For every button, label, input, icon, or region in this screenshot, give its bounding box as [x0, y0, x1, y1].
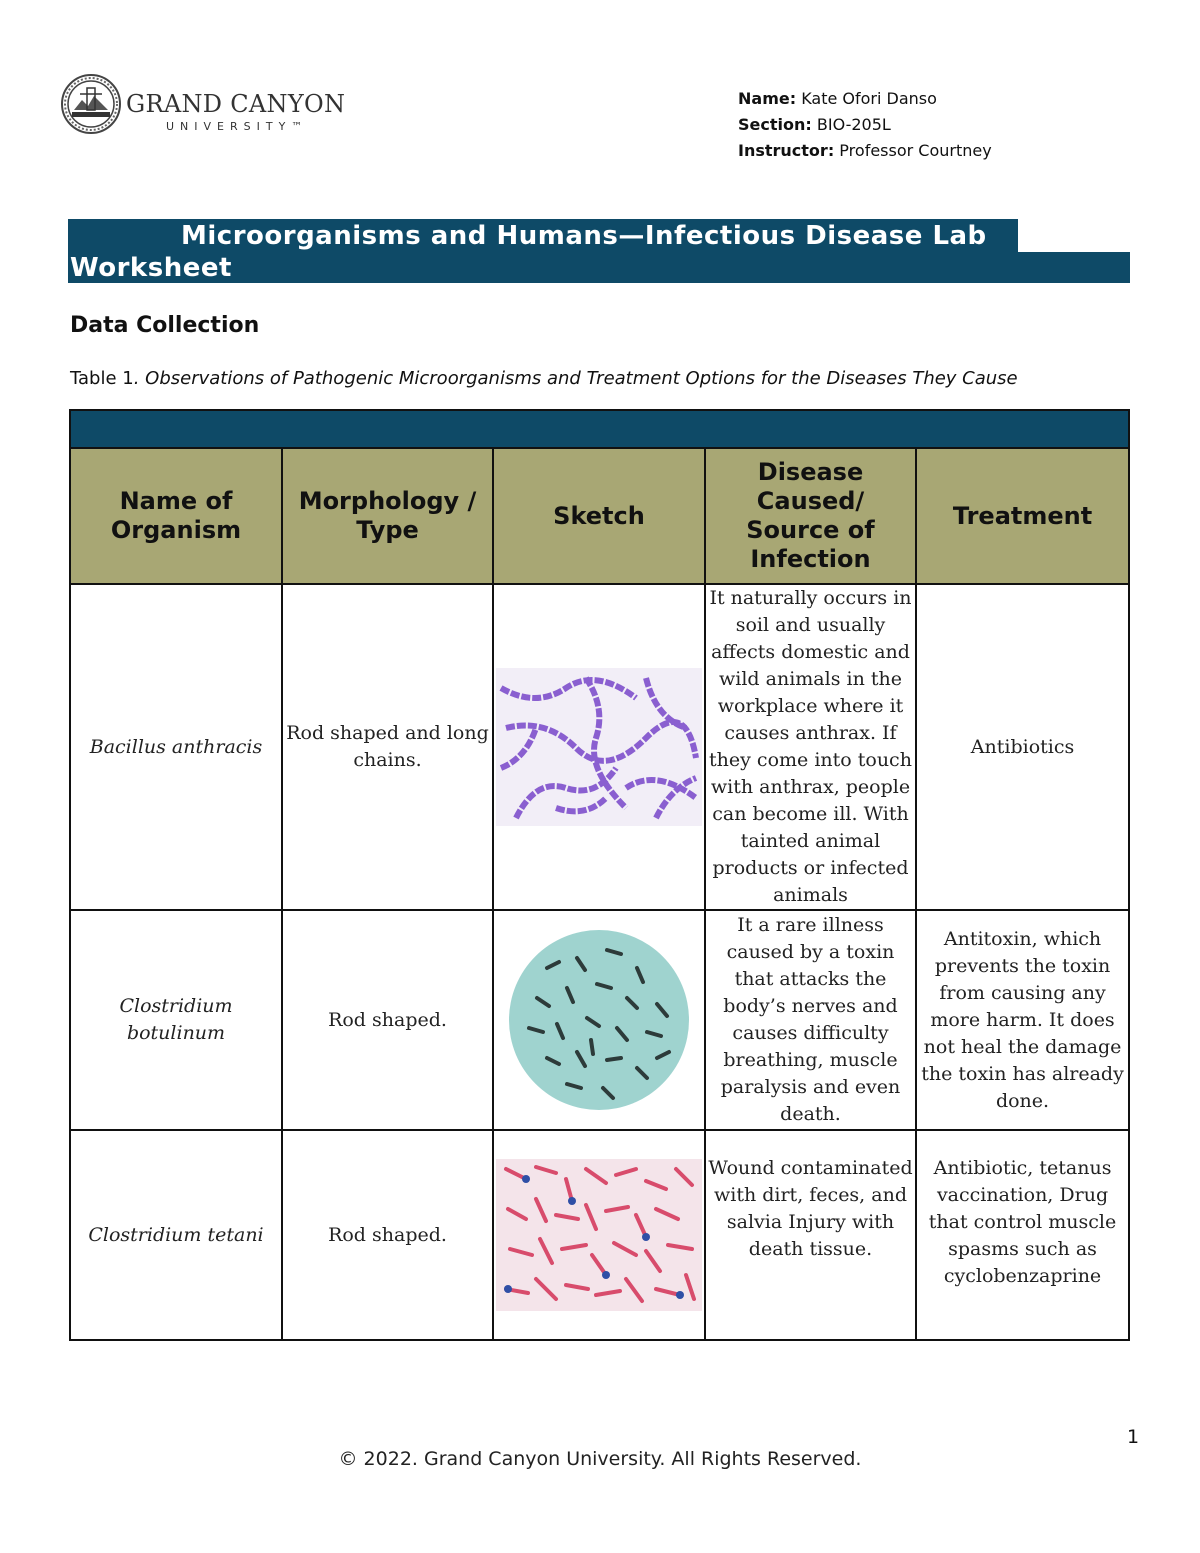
banner-title-line1: Microorganisms and Humans—Infectious Disease Lab: [181, 221, 987, 251]
logo-name: GRAND CANYON: [126, 90, 346, 118]
morphology-cell: Rod shaped.: [282, 910, 493, 1130]
treatment-cell: Antitoxin, which prevents the toxin from causing any more harm. It does not heal the damage the toxin has already done.: [916, 910, 1129, 1130]
tetani-micrograph: [496, 1159, 702, 1311]
copyright-footer: © 2022. Grand Canyon University. All Rights Reserved.: [338, 1448, 862, 1470]
header-organism: Name of Organism: [70, 448, 282, 584]
name-value: Kate Ofori Danso: [796, 89, 937, 108]
sketch-cell: [493, 1130, 705, 1340]
header-sketch: Sketch: [493, 448, 705, 584]
student-info: [738, 86, 992, 164]
organism-name: Clostridium botulinum: [70, 910, 282, 1130]
logo-subtitle: UNIVERSITY™: [166, 120, 309, 133]
caption-label: Table 1: [70, 368, 134, 389]
table-row: [70, 1130, 1129, 1340]
page-number: 1: [1127, 1426, 1140, 1448]
table-row: [70, 584, 1129, 910]
student-name-line: [738, 86, 992, 112]
morphology-cell: Rod shaped.: [282, 1130, 493, 1340]
name-label: Name:: [738, 89, 797, 108]
treatment-cell: Antibiotic, tetanus vaccination, Drug that control muscle spasms such as cyclobenzaprine: [916, 1130, 1129, 1340]
section-line: [738, 112, 992, 138]
table-header-row: [70, 448, 1129, 584]
university-seal-icon: [60, 72, 122, 136]
morphology-cell: Rod shaped and long chains.: [282, 584, 493, 910]
anthracis-micrograph: [496, 668, 702, 826]
header-treatment: Treatment: [916, 448, 1129, 584]
organism-name: Bacillus anthracis: [70, 584, 282, 910]
disease-cell: It naturally occurs in soil and usually affects domestic and wild animals in the workplace where it causes anthrax. If they come into touch with anthrax, people can become ill. With tainted animal products or infected animals: [705, 584, 916, 910]
instructor-value: Professor Courtney: [834, 141, 992, 160]
table-row: [70, 910, 1129, 1130]
table-top-bar-cell: [70, 410, 1129, 448]
university-logo: [60, 72, 350, 136]
organism-name: Clostridium tetani: [70, 1130, 282, 1340]
section-label: Section:: [738, 115, 812, 134]
section-title: Data Collection: [70, 313, 260, 338]
sketch-cell: [493, 584, 705, 910]
treatment-cell: Antibiotics: [916, 584, 1129, 910]
observations-table: [69, 409, 1130, 1341]
sketch-cell: [493, 910, 705, 1130]
disease-cell: Wound contaminated with dirt, feces, and salvia Injury with death tissue.: [705, 1130, 916, 1340]
section-value: BIO-205L: [811, 115, 891, 134]
banner-title-line2: Worksheet: [70, 253, 232, 283]
title-banner: [68, 219, 1130, 283]
table-top-bar: [70, 410, 1129, 448]
header-morphology: Morphology / Type: [282, 448, 493, 584]
instructor-line: [738, 138, 992, 164]
disease-cell: It a rare illness caused by a toxin that attacks the body’s nerves and causes difficulty breathing, muscle paralysis and even death.: [705, 910, 916, 1130]
table-caption: [70, 368, 1018, 389]
instructor-label: Instructor:: [738, 141, 835, 160]
botulinum-micrograph: [507, 928, 691, 1112]
caption-text: . Observations of Pathogenic Microorganisms and Treatment Options for the Diseases They Cause: [133, 368, 1018, 389]
header-disease: Disease Caused/ Source of Infection: [705, 448, 916, 584]
